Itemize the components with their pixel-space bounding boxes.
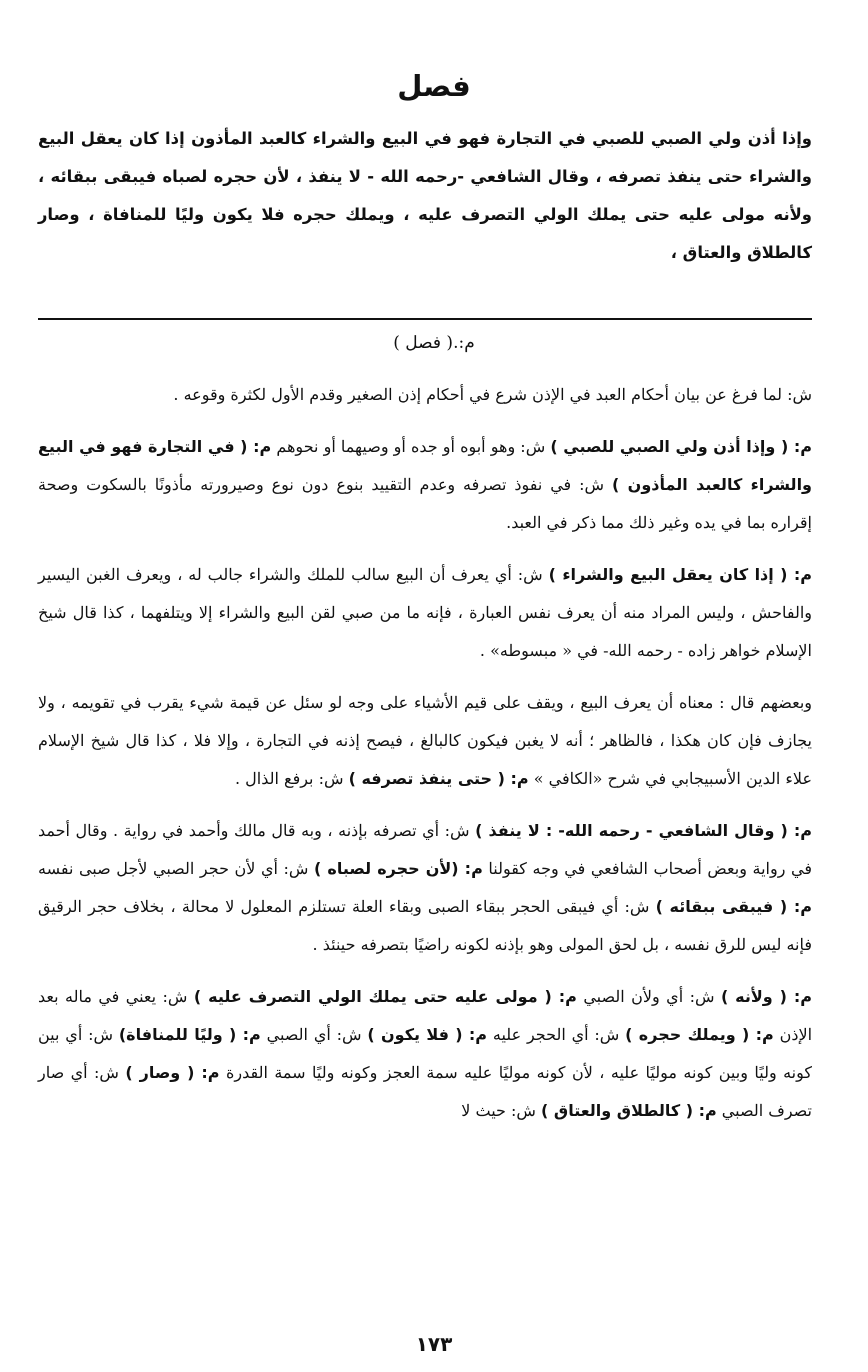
quoted-matn: م: ( في التجارة فهو في البيع والشراء كالعبد المأذون ) bbox=[38, 437, 812, 494]
quoted-matn: م: ( كالطلاق والعتاق ) bbox=[541, 1101, 717, 1120]
commentary-text: ش: أي بين كونه وليًا وبين كونه موليًا عليه ، لأن كونه موليًا عليه سمة العجز وكونه وليًا سمة القدرة bbox=[38, 1025, 813, 1082]
quoted-matn: م: (لأن حجره لصباه ) bbox=[314, 859, 483, 878]
commentary-text: ش: في نفوذ تصرفه وعدم التقييد بنوع دون نوع وصيرورته مأذونًا بالسكوت وصحة إقراره بما في يده وغير ذلك مما ذكر في العبد. bbox=[38, 475, 812, 532]
commentary-text: ش: أي فيبقى الحجر ببقاء الصبى وبقاء العلة تستلزم المعلول لا محالة ، بخلاف حجر الرقيق فإنه ليس للرق نفسه ، بل لحق المولى وهو بإذنه لكونه راضيًا بتصرفه حينئذ . bbox=[38, 897, 812, 954]
quoted-matn: م: ( وإذا أذن ولي الصبي للصبي ) bbox=[550, 437, 813, 456]
quoted-matn: م: ( ولأنه ) bbox=[720, 987, 813, 1006]
quoted-matn: م: ( ويملك حجره ) bbox=[625, 1025, 774, 1044]
quoted-matn: م: ( فلا يكون ) bbox=[367, 1025, 488, 1044]
commentary-text: ش: أي ولأن الصبي bbox=[576, 987, 721, 1006]
commentary-paragraph bbox=[38, 812, 812, 964]
commentary bbox=[38, 376, 812, 1144]
quoted-matn: م: ( وصار ) bbox=[125, 1063, 220, 1082]
commentary-paragraph bbox=[38, 428, 812, 542]
commentary-text: ش: يعني في ماله بعد الإذن bbox=[38, 987, 813, 1044]
separator-line bbox=[38, 318, 812, 320]
commentary-heading: م:.( فصل ) bbox=[393, 333, 475, 353]
quoted-matn: م: ( إذا كان يعقل البيع والشراء ) bbox=[548, 565, 812, 584]
chapter-title: فصل bbox=[397, 69, 471, 103]
commentary-text: ش: لما فرغ عن بيان أحكام العبد في الإذن شرع في أحكام إذن الصغير وقدم الأول لكثرة وقوعه . bbox=[173, 385, 812, 404]
commentary-paragraph bbox=[38, 556, 812, 670]
commentary-text: ش: أي لأن حجر الصبي لأجل صبى نفسه bbox=[38, 859, 315, 878]
page-number: ١٧٣ bbox=[415, 1332, 453, 1356]
commentary-text: ش: أي صار تصرف الصبي bbox=[38, 1063, 812, 1120]
main-text: وإذا أذن ولي الصبي للصبي في التجارة فهو في البيع والشراء كالعبد المأذون إذا كان يعقل البيع والشراء حتى ينفذ تصرفه ، وقال الشافعي -رحمه الله - لا ينفذ ، لأن حجره لصباه فيبقى ببقائه ، ولأنه مولى عليه حتى يملك الولي التصرف عليه ، ويملك حجره فلا يكون وليًا للمنافاة ، وصار كالطلاق والعتاق ، bbox=[38, 129, 812, 262]
commentary-text: ش: برفع الذال . bbox=[235, 769, 349, 788]
commentary-text: ش: وهو أبوه أو جده أو وصيهما أو نحوهم bbox=[271, 437, 551, 456]
commentary-text: ش: أي تصرفه بإذنه ، وبه قال مالك وأحمد في رواية . وقال أحمد في رواية وبعض أصحاب الشافعي في وجه كقولنا bbox=[38, 821, 812, 878]
commentary-paragraph bbox=[38, 978, 812, 1130]
commentary-paragraph bbox=[38, 684, 812, 798]
commentary-paragraph bbox=[38, 376, 812, 414]
commentary-text: ش: أي الصبي bbox=[260, 1025, 368, 1044]
quoted-matn: م: ( فيبقى ببقائه ) bbox=[655, 897, 813, 916]
commentary-text: ش: أي يعرف أن البيع سالب للملك والشراء جالب له ، ويعرف الغبن اليسير والفاحش ، وليس المراد منه أن يعرف نفس العبارة ، فإنه ما من صبي لقن البيع والشراء إلا ويتلفهما ، كذا قال شيخ الإسلام خواهر زاده - رحمه الله- في « مبسوطه» . bbox=[38, 565, 812, 660]
commentary-text: ش: حيث لا bbox=[461, 1101, 542, 1120]
quoted-matn: م: ( مولى عليه حتى يملك الولي التصرف عليه ) bbox=[193, 987, 577, 1006]
quoted-matn: م: ( وقال الشافعي - رحمه الله- : لا ينفذ ) bbox=[475, 821, 813, 840]
quoted-matn: م: ( وليًا للمنافاة) bbox=[118, 1025, 261, 1044]
commentary-text: وبعضهم قال : معناه أن يعرف البيع ، ويقف على قيم الأشياء على وجه لو سئل عن قيمة شيء يقرب في تقويمه ، ولا يجازف فإن كان هكذا ، فالظاهر ؛ أنه لا يغبن فيكون كالبالغ ، فيصح إذنه في التجارة ، وإلا فلا ، كذا قال شيخ الإسلام علاء الدين الأسبيجابي في شرح «الكافي » bbox=[38, 693, 812, 788]
commentary-text: ش: أي الحجر عليه bbox=[487, 1025, 626, 1044]
quoted-matn: م: ( حتى ينفذ تصرفه ) bbox=[348, 769, 529, 788]
